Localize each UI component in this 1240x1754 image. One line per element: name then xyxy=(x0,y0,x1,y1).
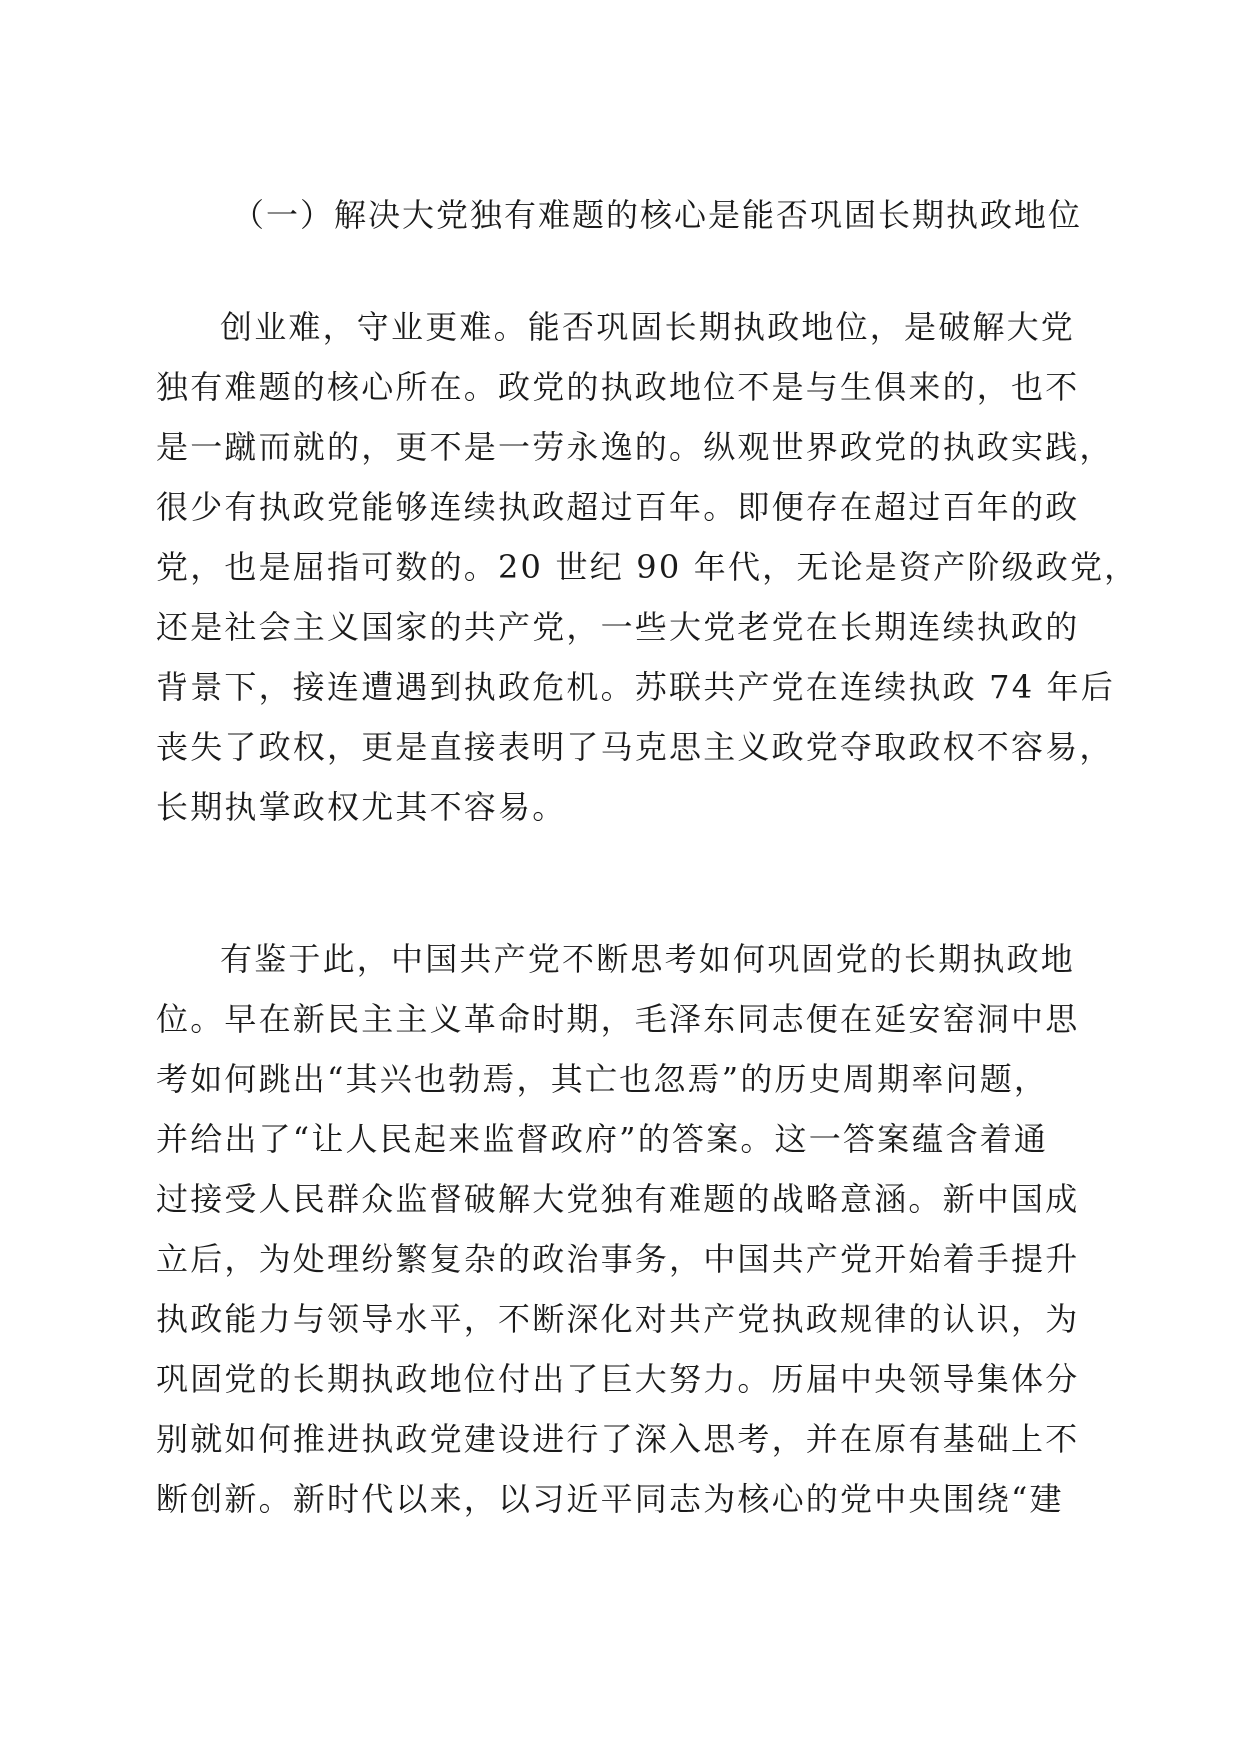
paragraph-line: 并给出了“让人民起来监督政府”的答案。这一答案蕴含着通 xyxy=(156,1120,1049,1158)
paragraph-line: 丧失了政权，更是直接表明了马克思主义政党夺取政权不容易， xyxy=(156,728,1114,766)
paragraph-line: 党，也是屈指可数的。20 世纪 90 年代，无论是资产阶级政党， xyxy=(156,548,1139,586)
paragraph-line: 长期执掌政权尤其不容易。 xyxy=(156,788,567,826)
paragraph-line: 背景下，接连遭遇到执政危机。苏联共产党在连续执政 74 年后 xyxy=(156,668,1116,706)
paragraph-line: 很少有执政党能够连续执政超过百年。即便存在超过百年的政 xyxy=(156,488,1080,526)
paragraph-line: 位。早在新民主主义革命时期，毛泽东同志便在延安窑洞中思 xyxy=(156,1000,1080,1038)
section-heading: （一）解决大党独有难题的核心是能否巩固长期执政地位 xyxy=(232,196,1083,234)
paragraph-line: 考如何跳出“其兴也勃焉，其亡也忽焉”的历史周期率问题， xyxy=(156,1060,1049,1098)
paragraph-line: 巩固党的长期执政地位付出了巨大努力。历届中央领导集体分 xyxy=(156,1360,1080,1398)
paragraph-line: 独有难题的核心所在。政党的执政地位不是与生俱来的，也不 xyxy=(156,368,1080,406)
paragraph-line: 有鉴于此，中国共产党不断思考如何巩固党的长期执政地 xyxy=(220,940,1076,978)
paragraph-line: 执政能力与领导水平，不断深化对共产党执政规律的认识，为 xyxy=(156,1300,1080,1338)
paragraph-line: 是一蹴而就的，更不是一劳永逸的。纵观世界政党的执政实践， xyxy=(156,428,1114,466)
paragraph-line: 还是社会主义国家的共产党，一些大党老党在长期连续执政的 xyxy=(156,608,1080,646)
paragraph-line: 立后，为处理纷繁复杂的政治事务，中国共产党开始着手提升 xyxy=(156,1240,1080,1278)
paragraph-line: 过接受人民群众监督破解大党独有难题的战略意涵。新中国成 xyxy=(156,1180,1080,1218)
paragraph-line: 断创新。新时代以来，以习近平同志为核心的党中央围绕“建 xyxy=(156,1480,1064,1518)
paragraph-line: 别就如何推进执政党建设进行了深入思考，并在原有基础上不 xyxy=(156,1420,1080,1458)
paragraph-line: 创业难，守业更难。能否巩固长期执政地位，是破解大党 xyxy=(220,308,1076,346)
